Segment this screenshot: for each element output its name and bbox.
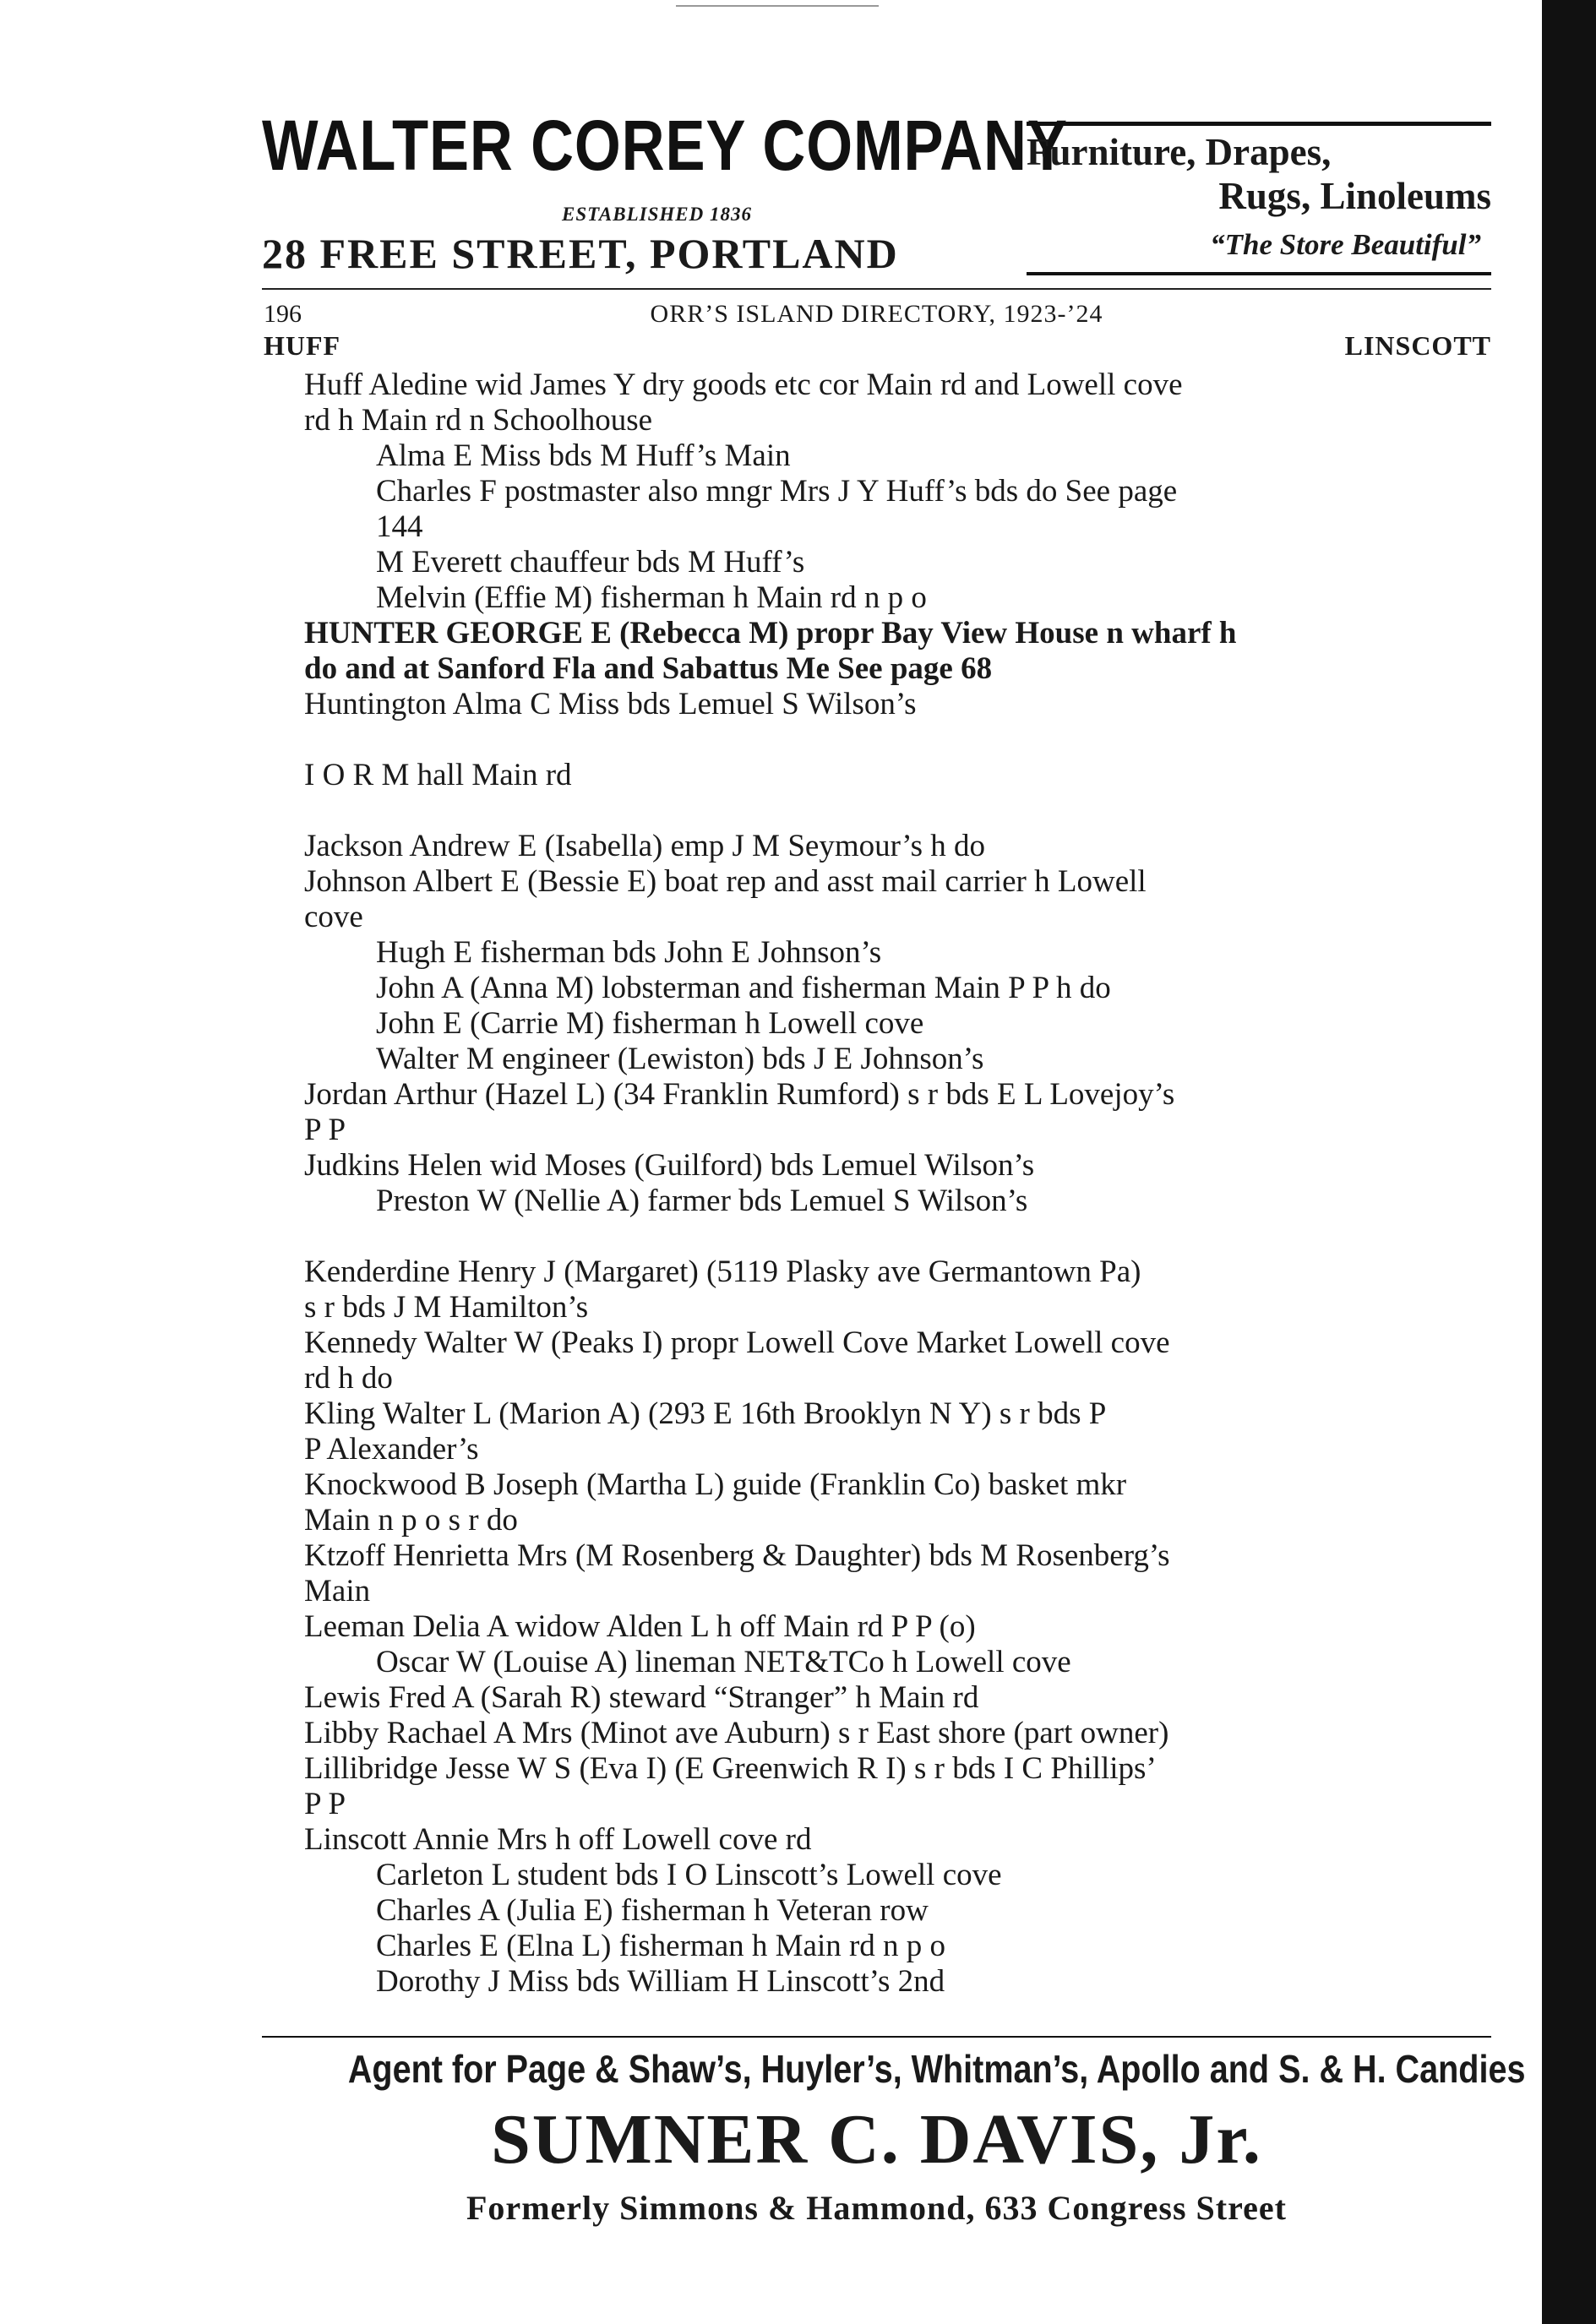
directory-entry <box>304 438 1479 474</box>
entry-line: P Alexander’s <box>304 1432 479 1467</box>
company-address: 28 FREE STREET, PORTLAND <box>262 230 899 277</box>
directory-entry <box>304 1325 1479 1396</box>
directory-entry <box>304 1538 1479 1609</box>
directory-entry <box>304 1077 1479 1148</box>
store-slogan: “The Store Beautiful” <box>1210 228 1481 261</box>
entry-line: Huff Aledine wid James Y dry goods etc cor Main rd and Lowell cove <box>304 367 1183 402</box>
entry-line: Melvin (Effie M) fisherman h Main rd n p o <box>376 580 927 615</box>
directory-entry <box>304 367 1479 438</box>
entry-line: s r bds J M Hamilton’s <box>304 1290 589 1325</box>
directory-entry <box>304 1148 1479 1184</box>
directory-entry <box>304 580 1479 616</box>
directory-entry <box>304 758 1479 793</box>
entry-line: Lillibridge Jesse W S (Eva I) (E Greenwich R I) s r bds I C Phillips’ <box>304 1751 1157 1786</box>
directory-entry <box>304 1006 1479 1042</box>
goods-line-1: Furniture, Drapes, <box>1027 131 1332 173</box>
walter-corey-advertisement <box>262 106 1491 283</box>
directory-entry <box>304 1964 1479 2000</box>
entry-line: Knockwood B Joseph (Martha L) guide (Franklin Co) basket mkr <box>304 1467 1127 1502</box>
ad-rule <box>1027 122 1491 126</box>
advertiser-name: SUMNER C. DAVIS, Jr. <box>491 2100 1262 2179</box>
entry-line: 144 <box>376 509 423 544</box>
guide-word-right: LINSCOTT <box>1344 330 1491 361</box>
entry-line: cove <box>304 900 363 934</box>
agent-line: Agent for Page & Shaw’s, Huyler’s, Whitman’s, Apollo and S. & H. Candies <box>347 2047 1526 2091</box>
directory-entry <box>304 687 1479 722</box>
directory-entry <box>304 1609 1479 1645</box>
entry-line: John A (Anna M) lobsterman and fisherman Main P P h do <box>376 971 1111 1005</box>
slogan-rule <box>1027 272 1491 275</box>
entry-line: rd h Main rd n Schoolhouse <box>304 403 653 438</box>
directory-entry <box>304 1467 1479 1538</box>
established-date: ESTABLISHED 1836 <box>562 204 752 225</box>
directory-entry <box>304 1929 1479 1964</box>
entry-line: Dorothy J Miss bds William H Linscott’s 2nd <box>376 1964 945 1999</box>
directory-entry <box>304 864 1479 935</box>
guide-word-left: HUFF <box>264 330 341 361</box>
entry-line: Walter M engineer (Lewiston) bds J E Johnson’s <box>376 1042 984 1076</box>
running-header <box>262 300 1491 367</box>
directory-entry <box>304 1822 1479 1858</box>
entry-line: Judkins Helen wid Moses (Guilford) bds Lemuel Wilson’s <box>304 1148 1035 1183</box>
entry-line: Jordan Arthur (Hazel L) (34 Franklin Rumford) s r bds E L Lovejoy’s <box>304 1077 1175 1112</box>
directory-entry <box>304 1184 1479 1219</box>
entry-line: Kennedy Walter W (Peaks I) propr Lowell Cove Market Lowell cove <box>304 1325 1170 1360</box>
page-number: 196 <box>264 300 302 328</box>
entry-line: Main <box>304 1574 371 1608</box>
entry-line: P P <box>304 1787 346 1821</box>
directory-entry <box>304 1751 1479 1822</box>
directory-entry <box>304 1858 1479 1893</box>
entry-line: Johnson Albert E (Bessie E) boat rep and asst mail carrier h Lowell <box>304 864 1147 899</box>
entry-line: Jackson Andrew E (Isabella) emp J M Seymour’s h do <box>304 829 985 863</box>
company-name: WALTER COREY COMPANY <box>262 106 1068 185</box>
advertiser-address: Formerly Simmons & Hammond, 633 Congress Street <box>466 2189 1287 2227</box>
entry-line: Preston W (Nellie A) farmer bds Lemuel S Wilson’s <box>376 1184 1028 1218</box>
entry-line: Carleton L student bds I O Linscott’s Lowell cove <box>376 1858 1002 1892</box>
directory-listings <box>304 367 1479 2000</box>
directory-entry <box>304 1396 1479 1467</box>
entry-line: John E (Carrie M) fisherman h Lowell cove <box>376 1006 924 1041</box>
entry-line: Kenderdine Henry J (Margaret) (5119 Plasky ave Germantown Pa) <box>304 1255 1141 1289</box>
directory-entry <box>304 1680 1479 1716</box>
directory-entry <box>304 1893 1479 1929</box>
directory-entry <box>304 935 1479 971</box>
directory-entry <box>304 1645 1479 1680</box>
entry-line: I O R M hall Main rd <box>304 758 572 792</box>
entry-line: Charles A (Julia E) fisherman h Veteran row <box>376 1893 929 1928</box>
directory-title: ORR’S ISLAND DIRECTORY, 1923-’24 <box>650 300 1103 328</box>
scan-border-bar <box>1542 0 1596 2324</box>
entry-line: do and at Sanford Fla and Sabattus Me See page 68 <box>304 651 993 686</box>
entry-line: HUNTER GEORGE E (Rebecca M) propr Bay View House n wharf h <box>304 616 1237 650</box>
header-rule <box>262 288 1491 290</box>
entry-line: M Everett chauffeur bds M Huff’s <box>376 545 805 580</box>
entry-line: Linscott Annie Mrs h off Lowell cove rd <box>304 1822 812 1857</box>
directory-entry <box>304 829 1479 864</box>
directory-entry <box>304 1255 1479 1325</box>
directory-entry <box>304 1716 1479 1751</box>
entry-line: Lewis Fred A (Sarah R) steward “Stranger” h Main rd <box>304 1680 979 1715</box>
entry-line: Huntington Alma C Miss bds Lemuel S Wilson’s <box>304 687 917 721</box>
entry-line: Charles E (Elna L) fisherman h Main rd n p o <box>376 1929 946 1963</box>
entry-line: Charles F postmaster also mngr Mrs J Y Huff’s bds do See page <box>376 474 1178 509</box>
entry-line: Oscar W (Louise A) lineman NET&TCo h Lowell cove <box>376 1645 1071 1679</box>
entry-line: Main n p o s r do <box>304 1503 518 1538</box>
footer-rule <box>262 2036 1491 2038</box>
goods-line-2: Rugs, Linoleums <box>1218 175 1491 217</box>
directory-entry <box>304 1042 1479 1077</box>
directory-entry <box>304 545 1479 580</box>
entry-line: Ktzoff Henrietta Mrs (M Rosenberg & Daughter) bds M Rosenberg’s <box>304 1538 1170 1573</box>
entry-line: Kling Walter L (Marion A) (293 E 16th Brooklyn N Y) s r bds P <box>304 1396 1107 1431</box>
entry-line: Alma E Miss bds M Huff’s Main <box>376 438 791 473</box>
entry-line: Hugh E fisherman bds John E Johnson’s <box>376 935 882 970</box>
entry-line: Leeman Delia A widow Alden L h off Main rd P P (o) <box>304 1609 976 1644</box>
entry-line: P P <box>304 1113 346 1147</box>
directory-entry <box>304 474 1479 545</box>
entry-line: Libby Rachael A Mrs (Minot ave Auburn) s r East shore (part owner) <box>304 1716 1169 1750</box>
directory-entry <box>304 616 1479 687</box>
entry-line: rd h do <box>304 1361 393 1396</box>
directory-entry <box>304 971 1479 1006</box>
sumner-davis-advertisement <box>262 2036 1526 2230</box>
